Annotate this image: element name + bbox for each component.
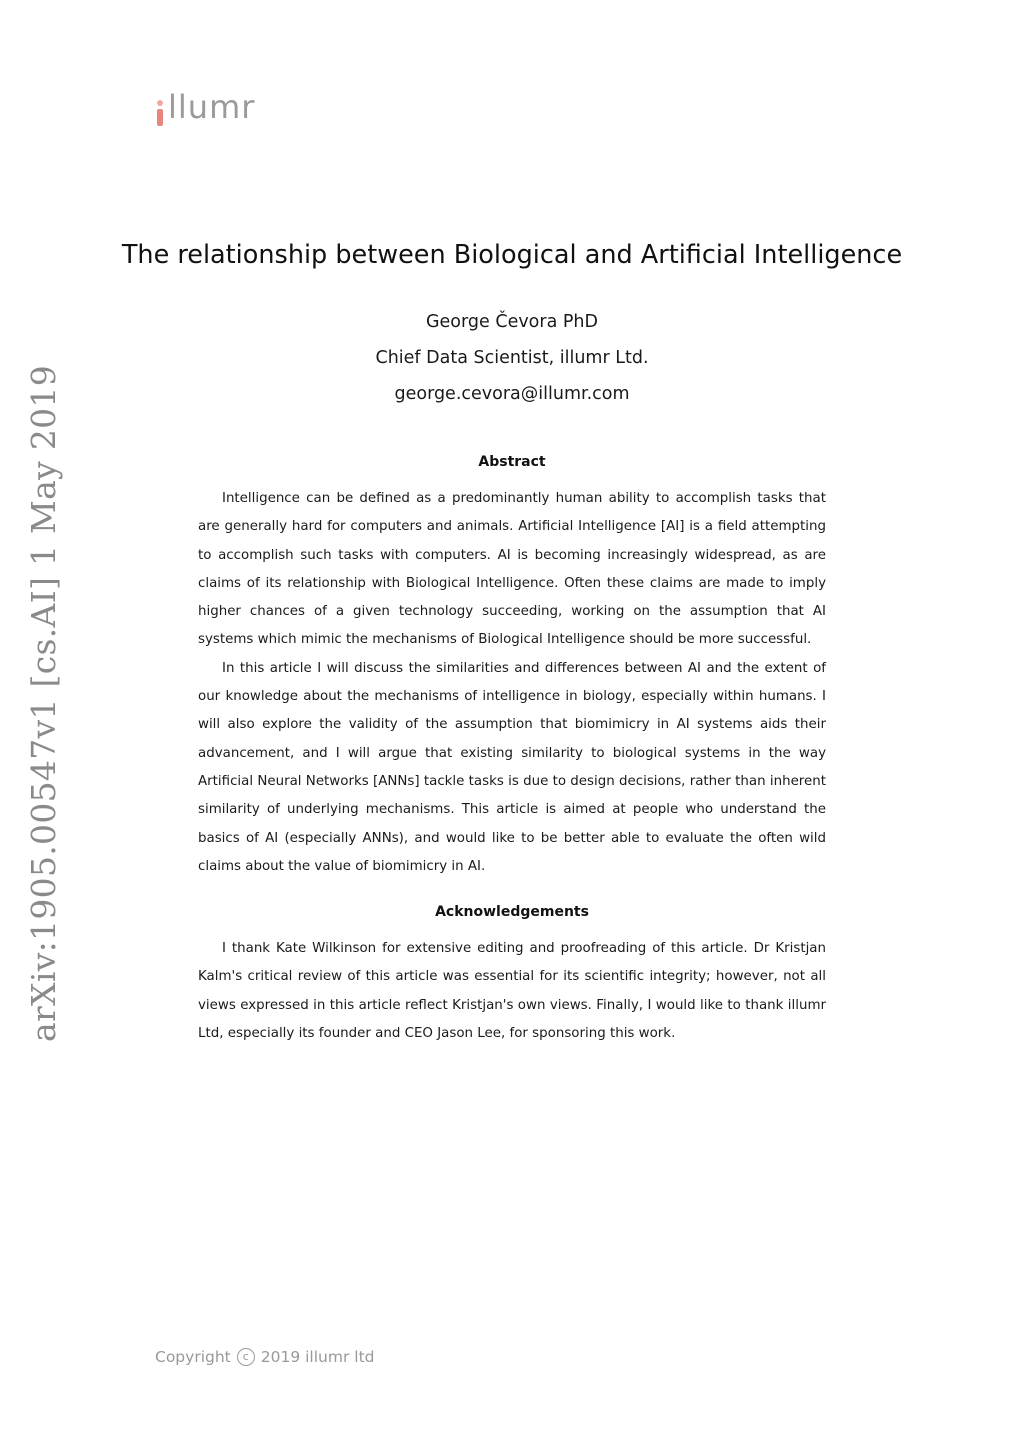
copyright-label: Copyright	[155, 1348, 231, 1366]
abstract-body	[198, 485, 826, 881]
author-email: george.cevora@illumr.com	[394, 384, 630, 404]
copyright-text: 2019 illumr ltd	[260, 1348, 375, 1366]
logo-text: llumr	[168, 88, 256, 126]
paper-title: The relationship between Biological and Artificial Intelligence	[121, 240, 903, 270]
abstract-paragraph: In this article I will discuss the similarities and differences between AI and the extent of our knowledge about the mechanisms of intelligence in biology, especially within humans. I will also explore the validity of the assumption that biomimicry in AI systems aids their advancement, and I will argue that existing similarity to biological systems in the way Artificial Neural Networks [ANNs] tackle tasks is due to design decisions, rather than inherent similarity of underlying mechanisms. This article is aimed at people who understand the basics of AI (especially ANNs), and would like to be better able to evaluate the often wild claims about the value of biomimicry in AI.	[198, 660, 826, 874]
author-affiliation: Chief Data Scientist, illumr Ltd.	[375, 348, 649, 368]
arxiv-stamp: arXiv:1905.00547v1 [cs.AI] 1 May 2019	[24, 364, 63, 1042]
logo-i-icon	[156, 100, 164, 126]
illumr-logo	[156, 86, 255, 126]
acknowledgements-body	[198, 935, 826, 1048]
copyright-footer	[155, 1348, 375, 1366]
author-name: George Čevora PhD	[425, 312, 598, 332]
abstract-paragraph: Intelligence can be defined as a predominantly human ability to accomplish tasks that are generally hard for computers and animals. Artificial Intelligence [AI] is a field attempting to accomplish such tasks with computers. AI is becoming increasingly widespread, as are claims of its relationship with Biological Intelligence. Often these claims are made to imply higher chances of a given technology succeeding, working on the assumption that AI systems which mimic the mechanisms of Biological Intelligence should be more successful.	[198, 491, 826, 648]
acknowledgements-heading: Acknowledgements	[435, 904, 589, 920]
abstract-heading: Abstract	[478, 454, 546, 470]
copyright-icon: c	[237, 1348, 255, 1366]
acknowledgements-paragraph: I thank Kate Wilkinson for extensive editing and proofreading of this article. Dr Kristjan Kalm's critical review of this article was essential for its scientific integrity; however, not all views expressed in this article reflect Kristjan's own views. Finally, I would like to thank illumr Ltd, especially its founder and CEO Jason Lee, for sponsoring this work.	[198, 941, 826, 1041]
